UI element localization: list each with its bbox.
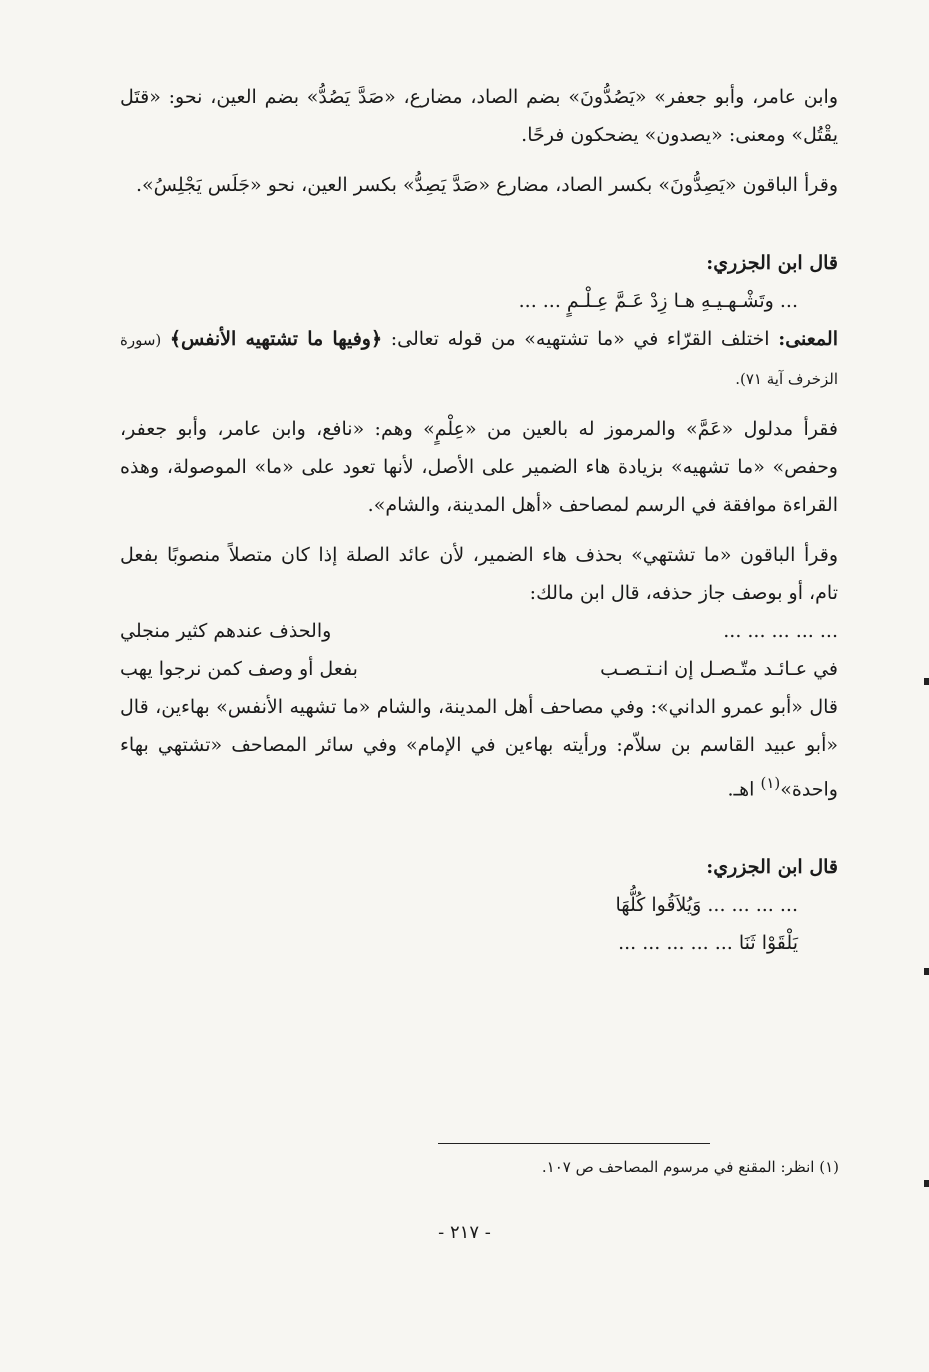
page-body bbox=[120, 78, 838, 1318]
paragraph-5: وقرأ الباقون «ما تشتهي» بحذف هاء الضمير، لأن عائد الصلة إذا كان متصلاً منصوبًا بفعل تام، أو بوصف جاز حذفه، قال ابن مالك: bbox=[120, 544, 838, 604]
verse-line-1 bbox=[120, 612, 838, 650]
paragraph-4: فقرأ مدلول «عَمَّ» والمرموز له بالعين من «عِلْمٍ» وهم: «نافع، وابن عامر، وأبو جعفر، وحفص» «ما تشهيه» بزيادة هاء الضمير على الأصل، لأنها تعود على «ما» الموصولة، وهذه القراءة موافقة في الرسم لمصاحف «أهل المدينة، والشام». bbox=[120, 418, 838, 516]
verse-reference: (سورة الزخرف آية ٧١). bbox=[120, 331, 838, 388]
heading-ibn-jazari-1: قال ابن الجزري: bbox=[706, 252, 838, 274]
footnote-marker: (١) bbox=[760, 774, 781, 792]
paragraph-6-text: قال «أبو عمرو الداني»: وفي مصاحف أهل المدينة، والشام «ما تشهيه الأنفس» بهاءين، قال «أبو عبيد القاسم بن سلاّم: ورأيته بهاءين في الإمام» وفي سائر المصاحف «تشتهي بهاء واحدة» bbox=[120, 696, 838, 801]
poem-line-1: ... وتَشْـهـيـهِ هـا زِدْ عَـمَّ عِـلْـمٍ ... ... bbox=[518, 290, 798, 312]
heading-ibn-jazari-2: قال ابن الجزري: bbox=[706, 856, 838, 879]
poem-2-line-1: ... ... ... ... وَيُلاَقُوا كُلُّهَا bbox=[615, 894, 798, 917]
quran-verse: ﴿وفيها ما تشتهيه الأنفس﴾ bbox=[169, 328, 383, 350]
verse-2-right-hemistich: في عـائـد متّـصـل إن انـتـصـب bbox=[600, 658, 838, 680]
verse-1-right-hemistich: ... ... ... ... ... bbox=[723, 620, 838, 642]
verse-2-left-hemistich: بفعل أو وصف كمن نرجوا يهب bbox=[120, 658, 358, 680]
poem-2-line-2: يَلْقَوْا ثَنَا ... ... ... ... ... bbox=[618, 932, 798, 955]
paragraph-3 bbox=[120, 320, 838, 398]
margin-mark-3 bbox=[924, 1180, 929, 1187]
paragraph-6 bbox=[120, 688, 838, 808]
footnote-divider bbox=[438, 1143, 710, 1144]
meaning-text: اختلف القرّاء في «ما تشتهيه» من قوله تعالى: bbox=[390, 328, 770, 350]
verse-line-2 bbox=[120, 650, 838, 688]
footnote: (١) انظر: المقنع في مرسوم المصاحف ص ١٠٧. bbox=[541, 1158, 839, 1176]
margin-mark-2 bbox=[924, 968, 929, 975]
margin-mark-1 bbox=[924, 678, 929, 685]
verse-1-left-hemistich: والحذف عندهم كثير منجلي bbox=[120, 620, 332, 642]
paragraph-1: وابن عامر، وأبو جعفر» «يَصُدُّونَ» بضم الصاد، مضارع، «صَدَّ يَصُدُّ» بضم العين، نحو: «قتَل يقْتُل» ومعنى: «يصدون» يضحكون فرحًا. bbox=[120, 86, 838, 146]
paragraph-2: وقرأ الباقون «يَصِدُّونَ» بكسر الصاد، مضارع «صَدَّ يَصِدُّ» بكسر العين، نحو «جَلَس يَجْلِسُ». bbox=[136, 174, 838, 196]
paragraph-6-end: اهـ. bbox=[727, 778, 755, 801]
page-number: - ٢١٧ - bbox=[438, 1222, 491, 1243]
meaning-label: المعنى: bbox=[778, 328, 838, 350]
